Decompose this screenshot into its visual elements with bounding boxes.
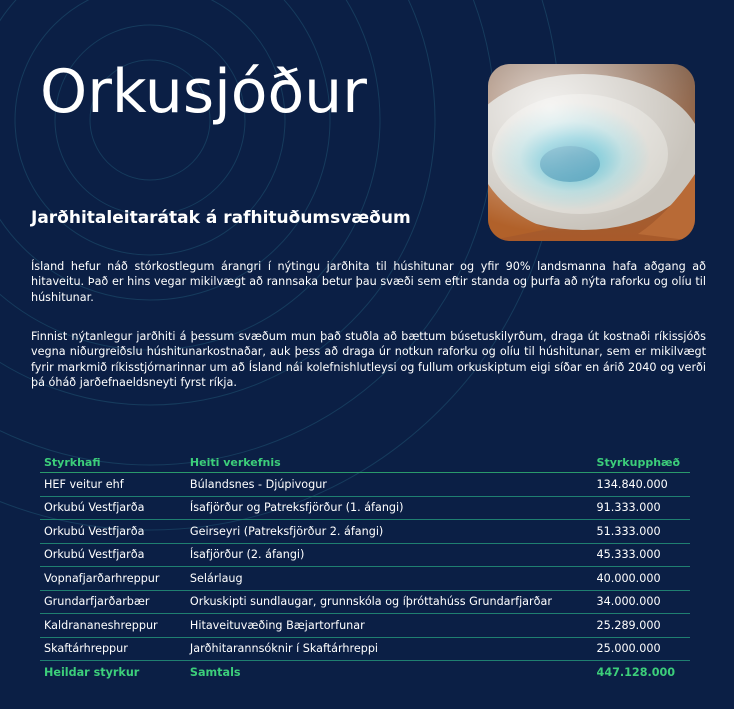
cell-project: Orkuskipti sundlaugar, grunnskóla og íþróttahúss Grundarfjarðar bbox=[186, 590, 593, 614]
cell-recipient: Orkubú Vestfjarða bbox=[40, 496, 186, 520]
table-header-row bbox=[40, 452, 690, 473]
table-row bbox=[40, 590, 690, 614]
total-label: Heildar styrkur bbox=[44, 665, 140, 679]
page-title: Orkusjóður bbox=[40, 57, 367, 127]
cell-project: Ísafjörður (2. áfangi) bbox=[186, 543, 593, 567]
cell-project: Selárlaug bbox=[186, 567, 593, 591]
cell-recipient: Orkubú Vestfjarða bbox=[40, 520, 186, 544]
table-row bbox=[40, 567, 690, 591]
cell-recipient: Kaldrananeshreppur bbox=[40, 614, 186, 638]
intro-paragraph: Ísland hefur náð stórkostlegum árangri í nýtingu jarðhita til húshitunar og yfir 90% landsmanna hafa aðgang að hitaveitu. Það er hins vegar mikilvægt að rannsaka betur þau svæði sem eftir standa og þurfa að nýta raforku og olíu til húshitunar. bbox=[31, 260, 706, 304]
cell-recipient: Orkubú Vestfjarða bbox=[40, 543, 186, 567]
table-row bbox=[40, 496, 690, 520]
cell-amount: 34.000.000 bbox=[593, 590, 690, 614]
section-subtitle: Jarðhitaleitarátak á rafhituðumsvæðum bbox=[31, 208, 411, 228]
cell-amount: 40.000.000 bbox=[593, 567, 690, 591]
benefits-paragraph: Finnist nýtanlegur jarðhiti á þessum svæðum mun það stuðla að bættum búsetuskilyrðum, draga út kostnaði ríkissjóðs vegna niðurgreiðslu húshitunarkostnaðar, auk þess að draga úr notkun raforku og olíu til húshitunar, sem er mikilvægt fyrir markmið ríkisstjórnarinnar um að Ísland nái kolefnishlutleysi og fullum orkuskiptum eigi síðar en árið 2040 og verði þá óháð jarðefnaeldsneyti fyrst ríkja. bbox=[31, 330, 706, 389]
hot-spring-photo bbox=[488, 64, 695, 241]
cell-project: Geirseyri (Patreksfjörður 2. áfangi) bbox=[186, 520, 593, 544]
cell-project: Hitaveituvæðing Bæjartorfunar bbox=[186, 614, 593, 638]
cell-project: Jarðhitarannsóknir í Skaftárhreppi bbox=[186, 637, 593, 661]
geothermal-hot-spring-photo bbox=[488, 64, 695, 241]
cell-project: Ísafjörður og Patreksfjörður (1. áfangi) bbox=[186, 496, 593, 520]
total-amount: 447.128.000 bbox=[596, 665, 676, 679]
cell-amount: 51.333.000 bbox=[593, 520, 690, 544]
cell-recipient: Vopnafjarðarhreppur bbox=[40, 567, 186, 591]
header-project: Heiti verkefnis bbox=[186, 452, 593, 473]
cell-recipient: Grundarfjarðarbær bbox=[40, 590, 186, 614]
total-project-label: Samtals bbox=[189, 665, 241, 679]
cell-amount: 134.840.000 bbox=[593, 473, 690, 497]
cell-amount: 45.333.000 bbox=[593, 543, 690, 567]
table-row bbox=[40, 473, 690, 497]
table-row bbox=[40, 614, 690, 638]
table-row bbox=[40, 520, 690, 544]
cell-amount: 25.289.000 bbox=[593, 614, 690, 638]
table-row bbox=[40, 637, 690, 661]
cell-project: Búlandsnes - Djúpivogur bbox=[186, 473, 593, 497]
cell-amount: 91.333.000 bbox=[593, 496, 690, 520]
cell-amount: 25.000.000 bbox=[593, 637, 690, 661]
cell-recipient: HEF veitur ehf bbox=[40, 473, 186, 497]
cell-recipient: Skaftárhreppur bbox=[40, 637, 186, 661]
header-recipient: Styrkhafi bbox=[40, 452, 186, 473]
grants-table bbox=[40, 452, 690, 684]
header-amount: Styrkupphæð bbox=[593, 452, 690, 473]
table-total-row bbox=[40, 661, 690, 684]
table-row bbox=[40, 543, 690, 567]
